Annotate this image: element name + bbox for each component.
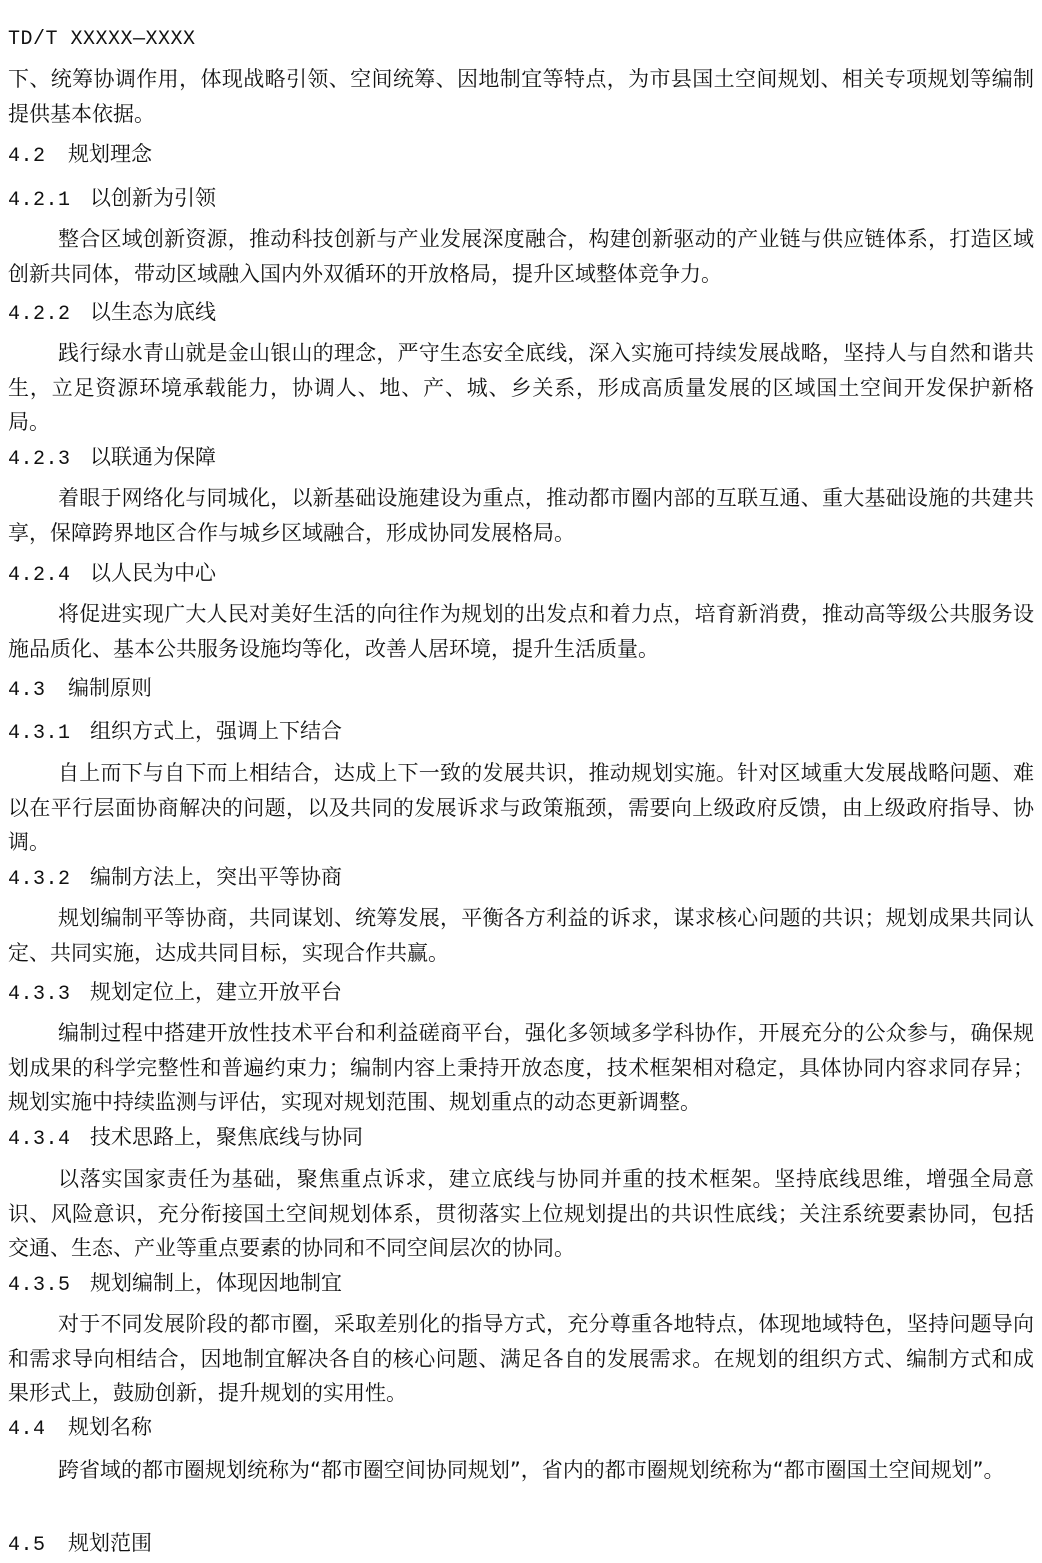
section-4-3-1-heading bbox=[8, 714, 342, 748]
section-title: 技术思路上，聚焦底线与协同 bbox=[90, 1125, 363, 1149]
section-title: 规划编制上，体现因地制宜 bbox=[90, 1271, 342, 1295]
section-4-3-2-heading bbox=[8, 860, 342, 894]
section-title: 规划定位上，建立开放平台 bbox=[90, 980, 342, 1004]
section-4-2-4-body: 将促进实现广大人民对美好生活的向往作为规划的出发点和着力点，培育新消费，推动高等级公共服务设施品质化、基本公共服务设施均等化，改善人居环境，提升生活质量。 bbox=[8, 602, 1034, 661]
section-4-3-3-heading bbox=[8, 975, 342, 1009]
section-4-4-body: 跨省域的都市圈规划统称为“都市圈空间协同规划”，省内的都市圈规划统称为“都市圈国土空间规划”。 bbox=[58, 1458, 1005, 1482]
section-4-2-1-body: 整合区域创新资源，推动科技创新与产业发展深度融合，构建创新驱动的产业链与供应链体系，打造区域创新共同体，带动区域融入国内外双循环的开放格局，提升区域整体竞争力。 bbox=[8, 227, 1034, 286]
section-4-3-2-body: 规划编制平等协商，共同谋划、统筹发展，平衡各方利益的诉求，谋求核心问题的共识；规划成果共同认定、共同实施，达成共同目标，实现合作共赢。 bbox=[8, 906, 1034, 965]
section-number: 4.3.2 bbox=[8, 868, 71, 891]
section-title: 规划理念 bbox=[68, 142, 152, 166]
section-4-3-4-heading bbox=[8, 1120, 363, 1154]
section-number: 4.3.1 bbox=[8, 722, 71, 745]
section-4-2-2-heading bbox=[8, 295, 216, 329]
intro-paragraph: 下、统筹协调作用，体现战略引领、空间统筹、因地制宜等特点，为市县国土空间规划、相关专项规划等编制提供基本依据。 bbox=[8, 67, 1034, 126]
section-title: 组织方式上，强调上下结合 bbox=[90, 719, 342, 743]
section-4-2-3-heading bbox=[8, 440, 216, 474]
section-4-2-3-body: 着眼于网络化与同城化，以新基础设施建设为重点，推动都市圈内部的互联互通、重大基础设施的共建共享，保障跨界地区合作与城乡区域融合，形成协同发展格局。 bbox=[8, 486, 1034, 545]
section-number: 4.5 bbox=[8, 1534, 46, 1557]
section-4-4-heading bbox=[8, 1410, 152, 1444]
section-number: 4.2.4 bbox=[8, 564, 71, 587]
section-4-3-1-body: 自上而下与自下而上相结合，达成上下一致的发展共识，推动规划实施。针对区域重大发展战略问题、难以在平行层面协商解决的问题，以及共同的发展诉求与政策瓶颈，需要向上级政府反馈，由上级政府指导、协调。 bbox=[8, 761, 1034, 854]
section-title: 以人民为中心 bbox=[90, 561, 216, 585]
section-title: 以联通为保障 bbox=[90, 445, 216, 469]
section-4-3-3-body: 编制过程中搭建开放性技术平台和利益磋商平台，强化多领域多学科协作，开展充分的公众参与，确保规划成果的科学完整性和普遍约束力；编制内容上秉持开放态度，技术框架相对稳定，具体协同内容求同存异；规划实施中持续监测与评估，实现对规划范围、规划重点的动态更新调整。 bbox=[8, 1021, 1034, 1114]
section-4-3-5-heading bbox=[8, 1266, 342, 1300]
section-title: 以生态为底线 bbox=[90, 300, 216, 324]
section-4-3-5-body: 对于不同发展阶段的都市圈，采取差别化的指导方式，充分尊重各地特点，体现地域特色，坚持问题导向和需求导向相结合，因地制宜解决各自的核心问题、满足各自的发展需求。在规划的组织方式、编制方式和成果形式上，鼓励创新，提升规划的实用性。 bbox=[8, 1312, 1034, 1405]
section-number: 4.2.3 bbox=[8, 448, 71, 471]
section-number: 4.3.4 bbox=[8, 1128, 71, 1151]
section-number: 4.2.2 bbox=[8, 303, 71, 326]
section-4-2-heading bbox=[8, 137, 152, 171]
document-code: TD/T XXXXX—XXXX bbox=[8, 28, 196, 51]
section-title: 编制原则 bbox=[68, 676, 152, 700]
section-title: 编制方法上，突出平等协商 bbox=[90, 865, 342, 889]
section-number: 4.3.3 bbox=[8, 983, 71, 1006]
section-number: 4.2 bbox=[8, 145, 46, 168]
section-number: 4.4 bbox=[8, 1418, 46, 1441]
section-4-3-heading bbox=[8, 671, 152, 705]
section-4-2-1-heading bbox=[8, 181, 216, 215]
section-4-2-4-heading bbox=[8, 556, 216, 590]
section-title: 规划名称 bbox=[68, 1415, 152, 1439]
section-title: 以创新为引领 bbox=[90, 186, 216, 210]
section-number: 4.2.1 bbox=[8, 189, 71, 212]
section-4-5-heading bbox=[8, 1526, 152, 1560]
section-title: 规划范围 bbox=[68, 1531, 152, 1555]
section-4-2-2-body: 践行绿水青山就是金山银山的理念，严守生态安全底线，深入实施可持续发展战略，坚持人与自然和谐共生，立足资源环境承载能力，协调人、地、产、城、乡关系，形成高质量发展的区域国土空间开发保护新格局。 bbox=[8, 341, 1034, 434]
section-number: 4.3.5 bbox=[8, 1274, 71, 1297]
section-number: 4.3 bbox=[8, 679, 46, 702]
section-4-3-4-body: 以落实国家责任为基础，聚焦重点诉求，建立底线与协同并重的技术框架。坚持底线思维，增强全局意识、风险意识，充分衔接国土空间规划体系，贯彻落实上位规划提出的共识性底线；关注系统要素协同，包括交通、生态、产业等重点要素的协同和不同空间层次的协同。 bbox=[8, 1167, 1034, 1260]
